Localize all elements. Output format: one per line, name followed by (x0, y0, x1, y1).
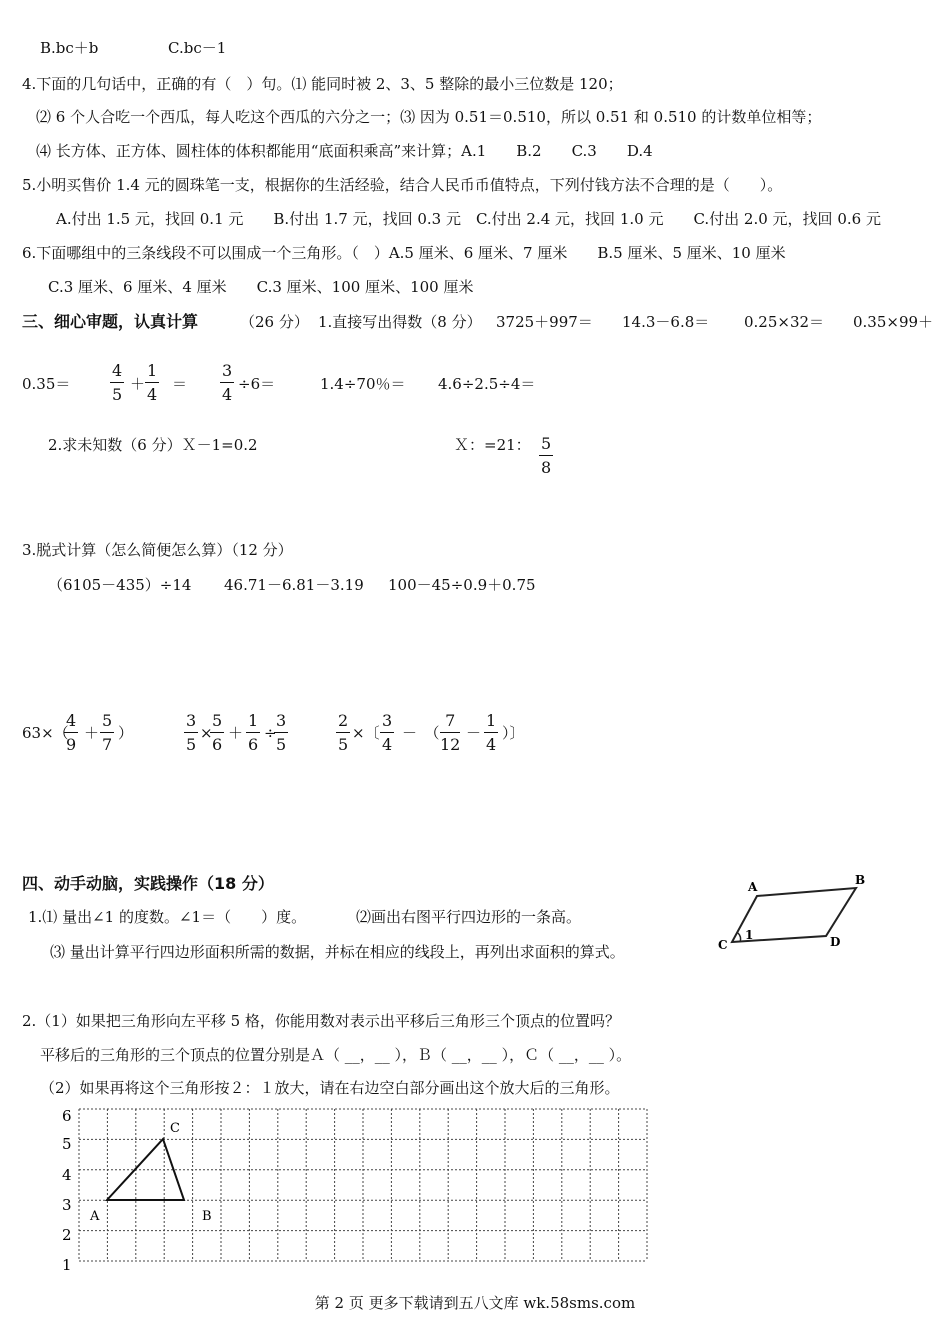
operator: － (466, 724, 482, 742)
fraction-denominator: 5 (276, 735, 287, 754)
calc-item-7: 1.4÷70％＝ (320, 375, 406, 393)
fraction-numerator: 5 (539, 434, 553, 456)
fraction-denominator: 4 (147, 385, 158, 404)
calc-expr-3: 100－45÷0.9＋0.75 (388, 576, 536, 594)
fraction (380, 711, 394, 755)
calc-item-3: 0.25×32＝ (744, 313, 825, 331)
q5-line2: A.付出 1.5 元，找回 0.1 元 B.付出 1.7 元，找回 0.3 元 C.付出 2.4 元，找回 1.0 元 C.付出 2.0 元，找回 0.6 元 (56, 210, 881, 228)
q5-line1: 5.小明买售价 1.4 元的圆珠笔一支，根据你的生活经验，结合人民币币值特点，下列付钱方法不合理的是（ ）。 (22, 176, 783, 194)
fraction-numerator: 3 (220, 361, 234, 383)
section4-q1-line1a: 1.⑴ 量出∠1 的度数。∠1＝（ ）度。 (28, 908, 307, 926)
operator: ＋ (228, 724, 244, 742)
expr-suffix: ） (118, 724, 134, 742)
calc-expr-1: （6105－435）÷14 (48, 576, 192, 594)
fraction-numerator: 2 (336, 711, 350, 733)
fraction (274, 711, 288, 755)
section4-title: 四、动手动脑，实践操作（18 分） (22, 874, 274, 893)
fraction (336, 711, 350, 755)
q4-line1: 4.下面的几句话中，正确的有（ ）句。⑴ 能同时被 2、3、5 整除的最小三位数是 120； (22, 75, 623, 93)
operator: － （ (402, 724, 440, 742)
fraction-numerator: 3 (184, 711, 198, 733)
page-footer: 第 2 页 更多下载请到五八文库 wk.58sms.com (314, 1294, 636, 1312)
fraction-numerator: 5 (100, 711, 114, 733)
y-axis-label: 4 (62, 1166, 72, 1184)
fraction (440, 711, 460, 755)
section4-q1-line1b: ⑵画出右图平行四边形的一条高。 (356, 908, 582, 926)
fraction-denominator: 5 (186, 735, 197, 754)
section3-score: （26 分） (240, 313, 309, 331)
calc-item-2: 14.3－6.8＝ (622, 313, 710, 331)
vertex-label-a: A (748, 880, 758, 894)
q6-line2: C.3 厘米、6 厘米、4 厘米 C.3 厘米、100 厘米、100 厘米 (48, 278, 474, 296)
fraction-denominator: 4 (382, 735, 393, 754)
fraction-denominator: 5 (112, 385, 123, 404)
y-axis-label: 1 (62, 1256, 72, 1274)
calc-item-8: 4.6÷2.5÷4＝ (438, 375, 536, 393)
fraction-denominator: 7 (102, 735, 113, 754)
fraction-numerator: 1 (145, 361, 159, 383)
fraction-numerator: 3 (274, 711, 288, 733)
section4-q2-line2: 平移后的三角形的三个顶点的位置分别是Ａ（ __，__ ），Ｂ（ __，__ ），Ｃ（ __，__ ）。 (40, 1046, 632, 1064)
option-b: B.bc＋b (40, 39, 99, 57)
section3-sub3: 3.脱式计算（怎么简便怎么算）（12 分） (22, 541, 293, 559)
section4-q2-line3: （2）如果再将这个三角形按２：１放大，请在右边空白部分画出这个放大后的三角形。 (40, 1079, 620, 1097)
q4-line3: ⑷ 长方体、正方体、圆柱体的体积都能用“底面积乘高”来计算；A.1 B.2 C.3 D.4 (36, 142, 653, 160)
fraction-numerator: 1 (246, 711, 260, 733)
fraction (210, 711, 224, 755)
calc-item-6: ÷6＝ (238, 375, 276, 393)
grid-lines (79, 1109, 647, 1261)
operator: ÷ (264, 724, 277, 742)
fraction-denominator: 4 (486, 735, 497, 754)
y-axis-label: 2 (62, 1226, 72, 1244)
fraction (100, 711, 114, 755)
fraction (110, 361, 124, 405)
fraction (246, 711, 260, 755)
parallelogram-figure (712, 868, 882, 958)
calc-item-1: 3725＋997＝ (496, 313, 593, 331)
y-axis-label: 5 (62, 1135, 72, 1153)
fraction (220, 361, 234, 405)
operator: ×〔 (352, 724, 380, 742)
expr-prefix: 63×（ (22, 724, 69, 742)
fraction (484, 711, 498, 755)
triangle-vertex-b: B (202, 1209, 212, 1224)
fraction (64, 711, 78, 755)
equation-2: Ｘ：=21： (454, 436, 531, 454)
section3-sub2: 2.求未知数（6 分）Ｘ－1=0.2 (48, 436, 258, 454)
calc-item-4: 0.35×99＋ (853, 313, 934, 331)
q4-line2: ⑵ 6 个人合吃一个西瓜，每人吃这个西瓜的六分之一；⑶ 因为 0.51＝0.510，所以 0.51 和 0.510 的计数单位相等； (36, 108, 822, 126)
fraction (184, 711, 198, 755)
fraction-numerator: 4 (110, 361, 124, 383)
triangle-shape (107, 1139, 184, 1200)
fraction-denominator: 6 (212, 735, 223, 754)
fraction-denominator: 6 (248, 735, 259, 754)
triangle-vertex-c: C (170, 1121, 180, 1136)
grid-figure (50, 1102, 660, 1277)
angle-label: 1 (745, 928, 754, 942)
triangle-vertex-a: A (90, 1209, 100, 1224)
section4-q2-line1: 2.（1）如果把三角形向左平移 5 格，你能用数对表示出平移后三角形三个顶点的位置吗？ (22, 1012, 620, 1030)
section3-title: 三、细心审题，认真计算 (22, 312, 199, 331)
fraction-numerator: 1 (484, 711, 498, 733)
expr-suffix: ）〕 (502, 724, 525, 742)
calc-expr-2: 46.71－6.81－3.19 (224, 576, 364, 594)
q6-line1: 6.下面哪组中的三条线段不可以围成一个三角形。（ ）A.5 厘米、6 厘米、7 厘米 B.5 厘米、5 厘米、10 厘米 (22, 244, 786, 262)
fraction-numerator: 5 (210, 711, 224, 733)
vertex-label-b: B (855, 873, 866, 887)
fraction-numerator: 4 (64, 711, 78, 733)
option-c: C.bc－1 (168, 39, 227, 57)
y-axis-label: 6 (62, 1107, 72, 1125)
fraction-numerator: 7 (440, 711, 460, 733)
operator: ＋ (130, 375, 146, 393)
fraction-numerator: 3 (380, 711, 394, 733)
operator: ＋ (84, 724, 100, 742)
fraction (145, 361, 159, 405)
fraction-denominator: 12 (440, 735, 461, 754)
section4-q1-line2: ⑶ 量出计算平行四边形面积所需的数据，并标在相应的线段上，再列出求面积的算式。 (50, 943, 625, 961)
fraction-denominator: 9 (66, 735, 77, 754)
fraction-denominator: 4 (222, 385, 233, 404)
vertex-label-d: D (830, 935, 841, 949)
operator: × (200, 724, 213, 742)
vertex-label-c: C (718, 938, 728, 952)
y-axis-label: 3 (62, 1196, 72, 1214)
equals: ＝ (172, 375, 188, 393)
fraction (539, 434, 553, 478)
fraction-denominator: 8 (541, 458, 552, 477)
section3-sub1: 1.直接写出得数（8 分） (318, 313, 482, 331)
calc-item-4-cont: 0.35＝ (22, 375, 71, 393)
fraction-denominator: 5 (338, 735, 349, 754)
